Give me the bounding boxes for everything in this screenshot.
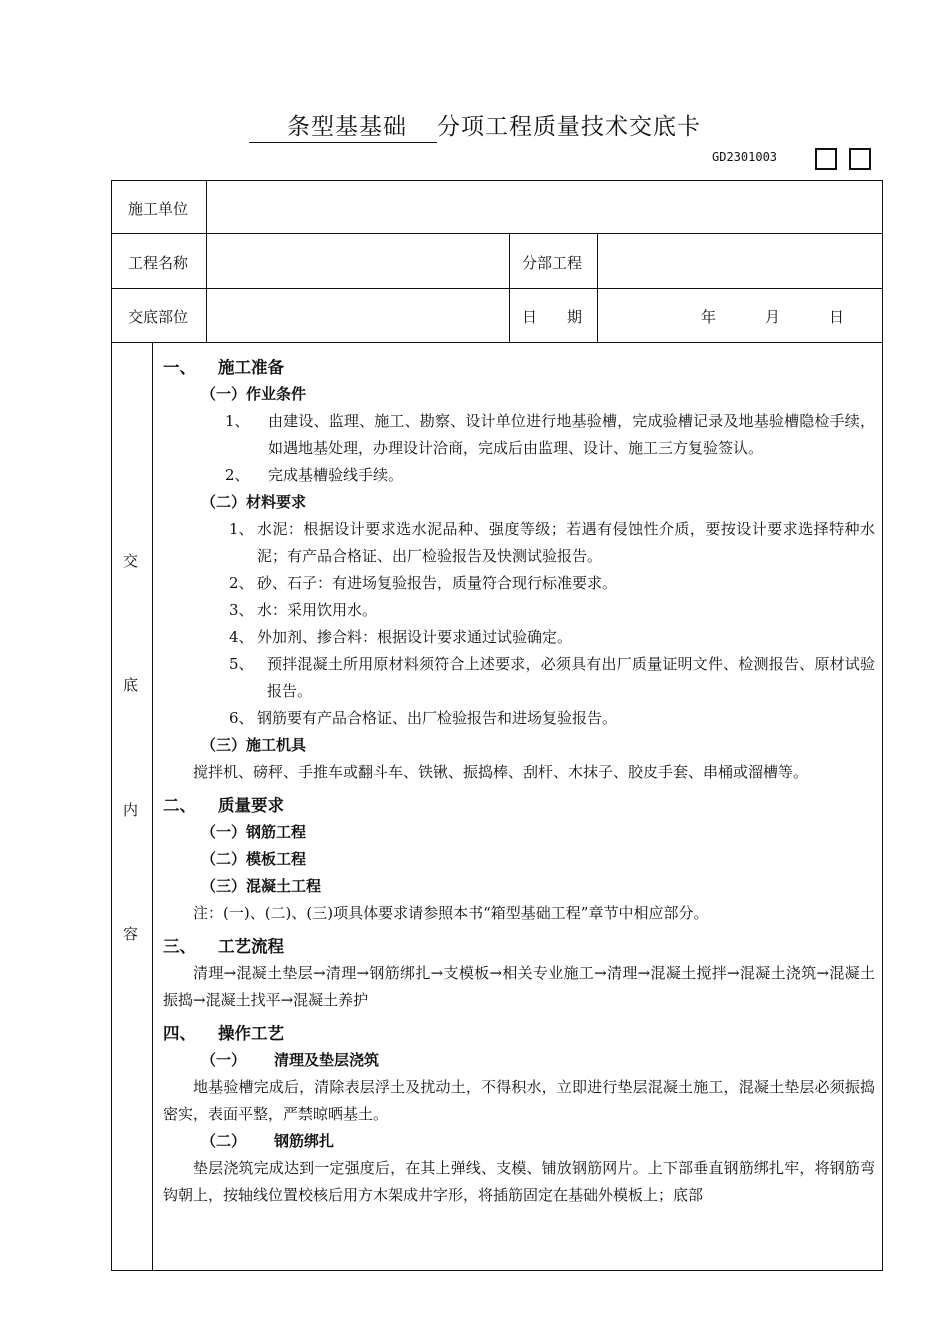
subproject-label: 分部工程 [522, 254, 583, 272]
note-text: 注：(一)、(二)、(三)项具体要求请参照本书“箱型基础工程”章节中相应部分。 [193, 904, 709, 922]
location-field[interactable] [210, 292, 506, 339]
list-item: 4、 外加剂、掺合料：根据设计要求通过试验确定。 [229, 628, 573, 646]
subsection-heading: （二） 钢筋绑扎 [201, 1132, 335, 1150]
row-divider-1 [111, 233, 883, 234]
col-divider-mid2 [597, 233, 598, 342]
section-heading: 一、 施工准备 [163, 358, 284, 377]
subsection-heading: （三）施工机具 [201, 736, 307, 754]
title-text: 分项工程质量技术交底卡 [437, 114, 701, 140]
col-divider-label [206, 180, 207, 342]
paragraph: 搅拌机、磅秤、手推车或翻斗车、铁锹、振捣棒、刮杆、木抹子、胶皮手套、串桶或溜槽等。 [193, 763, 809, 781]
subproject-field[interactable] [601, 237, 880, 285]
checkbox-1[interactable] [815, 148, 837, 170]
section-heading: 三、 工艺流程 [163, 937, 284, 956]
list-item: 3、 水：采用饮用水。 [229, 601, 378, 619]
side-char-4: 容 [123, 925, 139, 943]
list-item: 1、 水泥：根据设计要求选水泥品种、强度等级；若遇有侵蚀性介质，要按设计要求选择特种水泥；有产品合格证、出厂检验报告及快测试验报告。 [229, 520, 875, 565]
subsection-heading: （一） 清理及垫层浇筑 [201, 1051, 380, 1069]
section-heading: 二、 质量要求 [163, 796, 284, 815]
side-char-2: 底 [123, 676, 139, 694]
subsection-heading: （二）模板工程 [201, 850, 307, 868]
disclosure-content [163, 352, 875, 1209]
unit-field[interactable] [210, 184, 880, 230]
col-divider-side [152, 342, 153, 1271]
project-field[interactable] [210, 237, 506, 285]
paragraph: 垫层浇筑完成达到一定强度后，在其上弹线、支模、铺放钢筋网片。上下部垂直钢筋绑扎牢，将钢筋弯钩朝上，按轴线位置校核后用方木架成井字形，将插筋固定在基础外模板上；底部 [163, 1159, 875, 1204]
side-char-1: 交 [123, 552, 139, 570]
title-blank-field: 条型基基础 [249, 108, 437, 143]
row-divider-3 [111, 342, 883, 343]
document-title [0, 108, 950, 143]
date-label: 日 期 [522, 308, 583, 326]
row-divider-2 [111, 288, 883, 289]
unit-label: 施工单位 [128, 200, 189, 218]
paragraph: 地基验槽完成后，清除表层浮土及扰动土，不得积水，立即进行垫层混凝土施工，混凝土垫层必须振捣密实，表面平整，严禁晾晒基土。 [163, 1078, 875, 1123]
list-item: 1、 由建设、监理、施工、勘察、设计单位进行地基验槽，完成验槽记录及地基验槽隐检手续，如遇地基处理，办理设计洽商，完成后由监理、设计、施工三方复验签认。 [225, 412, 875, 457]
list-item: 2、 完成基槽验线手续。 [225, 466, 404, 484]
subsection-heading: （三）混凝土工程 [201, 877, 322, 895]
date-month: 月 [765, 308, 781, 326]
subsection-heading: （一）钢筋工程 [201, 823, 307, 841]
date-day: 日 [829, 308, 845, 326]
process-flow: 清理→混凝土垫层→清理→钢筋绑扎→支模板→相关专业施工→清理→混凝土搅拌→混凝土浇筑→混凝土振捣→混凝土找平→混凝土养护 [163, 964, 875, 1009]
location-label: 交底部位 [128, 308, 189, 326]
section-heading: 四、 操作工艺 [163, 1024, 284, 1043]
list-item: 6、 钢筋要有产品合格证、出厂检验报告和进场复验报告。 [229, 709, 618, 727]
subsection-heading: （二）材料要求 [201, 493, 307, 511]
date-year: 年 [701, 308, 717, 326]
checkbox-2[interactable] [849, 148, 871, 170]
subsection-heading: （一）作业条件 [201, 385, 307, 403]
list-item: 5、 预拌混凝土所用原材料须符合上述要求，必须具有出厂质量证明文件、检测报告、原材试验报告。 [229, 655, 875, 700]
side-char-3: 内 [123, 801, 139, 819]
list-item: 2、 砂、石子：有进场复验报告，质量符合现行标准要求。 [229, 574, 618, 592]
project-label: 工程名称 [128, 254, 189, 272]
document-code: GD2301003 [712, 150, 778, 164]
col-divider-mid [509, 233, 510, 342]
